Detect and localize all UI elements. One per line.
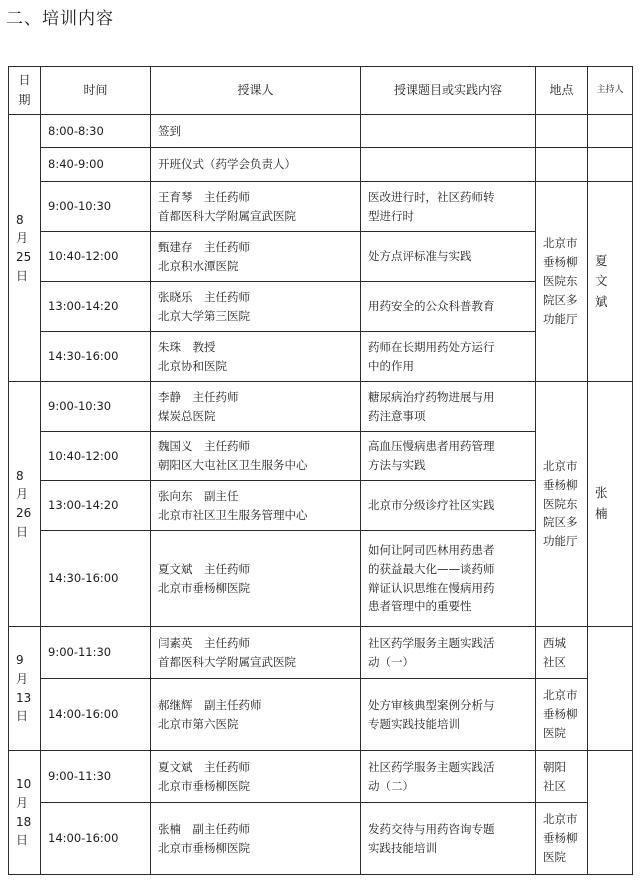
time-cell: 14:00-16:00	[41, 679, 151, 751]
table-row	[9, 382, 633, 432]
location-cell: 朝阳 社区	[536, 751, 588, 803]
lecturer-cell: 魏国义 主任药师 朝阳区大屯社区卫生服务中心	[151, 432, 361, 481]
topic-cell: 处方审核典型案例分析与 专题实践技能培训	[361, 679, 536, 751]
location-cell: 北京市 垂杨柳 医院东 院区多 功能厅	[536, 182, 588, 382]
col-location-header: 地点	[536, 67, 588, 115]
col-host-header: 主持人	[588, 67, 633, 115]
time-cell: 8:40-9:00	[41, 148, 151, 182]
lecturer-cell: 闫素英 主任药师 首都医科大学附属宣武医院	[151, 627, 361, 679]
date-cell: 8 月 26 日	[9, 382, 41, 627]
lecturer-cell: 朱珠 教授 北京协和医院	[151, 332, 361, 382]
table-row	[9, 679, 633, 751]
table-row	[9, 148, 633, 182]
topic-cell	[361, 148, 536, 182]
lecturer-cell: 甄建存 主任药师 北京积水潭医院	[151, 232, 361, 282]
topic-cell	[361, 115, 536, 148]
time-cell: 13:00-14:20	[41, 282, 151, 332]
header-row	[9, 67, 633, 115]
time-cell: 9:00-11:30	[41, 627, 151, 679]
time-cell: 14:00-16:00	[41, 803, 151, 875]
col-lecturer-header: 授课人	[151, 67, 361, 115]
topic-cell: 高血压慢病患者用药管理 方法与实践	[361, 432, 536, 481]
location-cell	[536, 115, 588, 148]
host-cell	[588, 627, 633, 751]
time-cell: 9:00-11:30	[41, 751, 151, 803]
time-cell: 9:00-10:30	[41, 182, 151, 232]
training-schedule-table	[8, 66, 633, 875]
time-cell: 10:40-12:00	[41, 232, 151, 282]
time-cell: 14:30-16:00	[41, 531, 151, 627]
location-cell: 北京市 垂杨柳 医院东 院区多 功能厅	[536, 382, 588, 627]
time-cell: 9:00-10:30	[41, 382, 151, 432]
table-row	[9, 803, 633, 875]
table-row	[9, 751, 633, 803]
table-row	[9, 627, 633, 679]
time-cell: 8:00-8:30	[41, 115, 151, 148]
location-cell: 北京市 垂杨柳 医院	[536, 803, 588, 875]
lecturer-cell: 张楠 副主任药师 北京市垂杨柳医院	[151, 803, 361, 875]
date-cell: 8 月 25 日	[9, 115, 41, 382]
topic-cell: 处方点评标准与实践	[361, 232, 536, 282]
lecturer-cell: 李静 主任药师 煤炭总医院	[151, 382, 361, 432]
topic-cell: 发药交待与用药咨询专题 实践技能培训	[361, 803, 536, 875]
topic-cell: 药师在长期用药处方运行 中的作用	[361, 332, 536, 382]
location-cell	[536, 148, 588, 182]
lecturer-cell: 签到	[151, 115, 361, 148]
col-date-header: 日 期	[9, 67, 41, 115]
host-cell	[588, 115, 633, 148]
lecturer-cell: 夏文斌 主任药师 北京市垂杨柳医院	[151, 531, 361, 627]
section-heading: 二、培训内容	[6, 9, 114, 29]
topic-cell: 医改进行时，社区药师转 型进行时	[361, 182, 536, 232]
date-cell: 10 月 18 日	[9, 751, 41, 875]
host-cell: 张 楠	[588, 382, 633, 627]
location-cell: 北京市 垂杨柳 医院	[536, 679, 588, 751]
date-cell: 9 月 13 日	[9, 627, 41, 751]
lecturer-cell: 开班仪式（药学会负责人）	[151, 148, 361, 182]
host-cell	[588, 751, 633, 875]
time-cell: 10:40-12:00	[41, 432, 151, 481]
topic-cell: 社区药学服务主题实践活 动（一）	[361, 627, 536, 679]
host-cell: 夏 文 斌	[588, 182, 633, 382]
time-cell: 14:30-16:00	[41, 332, 151, 382]
col-topic-header: 授课题目或实践内容	[361, 67, 536, 115]
lecturer-cell: 张晓乐 主任药师 北京大学第三医院	[151, 282, 361, 332]
lecturer-cell: 王育琴 主任药师 首都医科大学附属宣武医院	[151, 182, 361, 232]
topic-cell: 社区药学服务主题实践活 动（二）	[361, 751, 536, 803]
table-row	[9, 115, 633, 148]
lecturer-cell: 张向东 副主任 北京市社区卫生服务管理中心	[151, 481, 361, 531]
lecturer-cell: 夏文斌 主任药师 北京市垂杨柳医院	[151, 751, 361, 803]
col-time-header: 时间	[41, 67, 151, 115]
topic-cell: 用药安全的公众科普教育	[361, 282, 536, 332]
topic-cell: 如何让阿司匹林用药患者 的获益最大化——谈药师 辩证认识思维在慢病用药 患者管理中的重要性	[361, 531, 536, 627]
lecturer-cell: 郝继辉 副主任药师 北京市第六医院	[151, 679, 361, 751]
topic-cell: 糖尿病治疗药物进展与用 药注意事项	[361, 382, 536, 432]
location-cell: 西城 社区	[536, 627, 588, 679]
host-cell	[588, 148, 633, 182]
topic-cell: 北京市分级诊疗社区实践	[361, 481, 536, 531]
table-row	[9, 182, 633, 232]
time-cell: 13:00-14:20	[41, 481, 151, 531]
